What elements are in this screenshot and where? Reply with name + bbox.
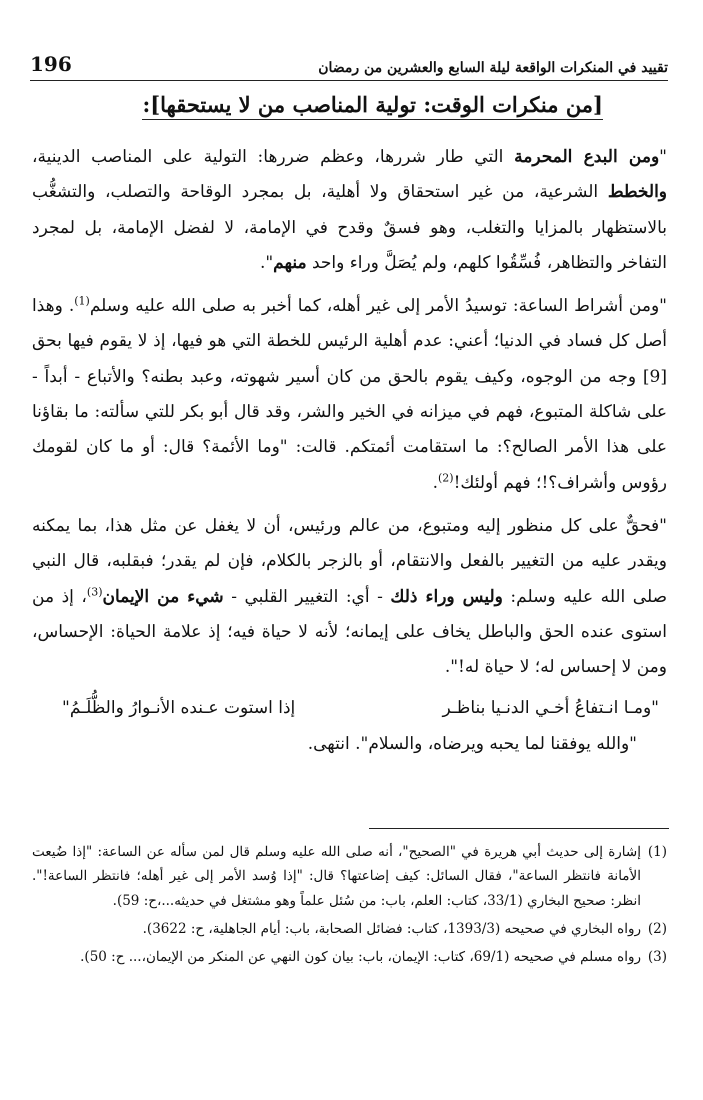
footnote-item (32, 840, 667, 913)
verse-second-hemistich: إذا استوت عـنده الأنـوارُ والظُّلَـمُ" (62, 698, 296, 719)
running-title: تقييد في المنكرات الواقعة ليلة السابع والعشرين من رمضان (318, 60, 668, 76)
page-header (30, 46, 668, 76)
footnote-number: (2) (647, 920, 667, 937)
closing-line: "والله يوفقنا لما يحبه ويرضاه، والسلام". انتهى. (307, 733, 637, 754)
text-run: . وهذا أصل كل فساد في الدنيا؛ أعني: عدم أهلية الرئيس للخطة التي هو فيها، إذ لا يقوم فيها بحق [9] وجه من الوجوه، وكيف يقوم بالحق من كان أسير شهوته، وعبد بطنه؟ والأتباع - أبداً - على شاكلة المتبوع، فهم في ميزانه في الخير والشر، وقد قال أبو بكر للتي سألته: ما بقاؤنا على هذا الأمر الصالح؟: ما استقامت أئمتكم. قالت: "وما الأئمة؟ قال: أو ما كان لقومك رؤوس وأشراف؟!؛ فهم أولئك! (32, 296, 667, 493)
text-run: التي طار شررها، وعظم ضررها: التولية على المناصب الدينية، (32, 147, 515, 167)
footnote-ref[interactable]: (2) (437, 471, 454, 485)
text-run: " (659, 147, 667, 167)
footnote-ref[interactable]: (1) (74, 294, 90, 308)
footnote-item (32, 917, 667, 941)
text-run: "ومن أشراط الساعة: توسيدُ الأمر إلى غير أهله، كما أخبر به صلى الله عليه وسلم (89, 296, 667, 317)
footnote-text: رواه مسلم في صحيحه (69/1، كتاب: الإيمان، باب: بيان كون النهي عن المنكر من الإيمان،... ح: 50). (80, 949, 641, 966)
bold-phrase: وليس وراء ذلك (390, 586, 503, 607)
footnote-number: (1) (647, 844, 667, 860)
text-run: ، إذ من استوى عنده الحق والباطل يخاف على إيمانه؛ لأنه لا حياة فيه؛ إذ علامة الحياة: الإحساس، ومن لا إحساس له؛ لا حياة له!". (32, 586, 667, 678)
bold-phrase: والخطط (607, 182, 667, 203)
footnote-number: (3) (647, 949, 667, 966)
section-heading: [من منكرات الوقت: تولية المناصب من لا يستحقها]: (142, 92, 603, 120)
paragraph-2 (32, 289, 667, 501)
page-number: 196 (30, 52, 72, 76)
text-run: . (432, 472, 438, 493)
footnotes (32, 840, 667, 969)
paragraph-1 (32, 140, 667, 281)
body-text (32, 140, 667, 762)
text-run: الشرعية، من غير استحقاق ولا أهلية، بل بمجرد الوقاحة والتصلب، والتشغُّب بالاستظهار بالمزايا والتغلب، وهو فسقٌ وقدح في الإمامة، لا لفضل الإمامة، بل لمجرد التفاخر والتظاهر، فُسِّقُوا كلهم، ولم يُصَلَّ وراء واحد (32, 182, 667, 273)
footnote-divider (369, 828, 669, 829)
text-run: "فحقٌّ على كل منظور إليه ومتبوع، من عالم ورئيس، أن لا يغفل عن مثل هذا، بما يمكنه ويقدر عليه من التغيير بالفعل والانتقام، أو بالزجر بالكلام، فإن لم يقدر؛ فبقلبه، قال النبي صلى الله عليه وسلم: (32, 515, 668, 607)
footnote-text: رواه البخاري في صحيحه (1393/3، كتاب: فضائل الصحابة، باب: أيام الجاهلية، ح: 3622). (142, 920, 641, 937)
bold-phrase: منهم (273, 252, 307, 273)
paragraph-3 (32, 509, 667, 685)
text-run: ". (259, 252, 274, 273)
footnote-text: إشارة إلى حديث أبي هريرة في "الصحيح"، أنه صلى الله عليه وسلم قال لمن سأله عن الساعة: "إذا ضُيعت الأمانة فانتظر الساعة"، فقال السائل: كيف إضاعتها؟ قال: "إذا وُسد الأمر إلى غير أهله؛ فانتظر الساعة!". انظر: صحيح البخاري (33/1، كتاب: العلم، باب: من سُئل علماً وهو مشتغل في حديثه...،ح: 59). (32, 844, 641, 909)
text-run: - أي: التغيير القلبي - (223, 586, 391, 607)
footnote-ref[interactable]: (3) (86, 584, 103, 598)
verse-first-hemistich: "ومـا انـتفاعُ أخـي الدنـيا بناظـر (442, 698, 659, 719)
footnote-item (32, 945, 667, 969)
bold-phrase: شيء من الإيمان (102, 586, 224, 607)
header-divider (30, 80, 668, 81)
poetry-verse (32, 691, 667, 726)
bold-phrase: ومن البدع المحرمة (514, 147, 660, 167)
